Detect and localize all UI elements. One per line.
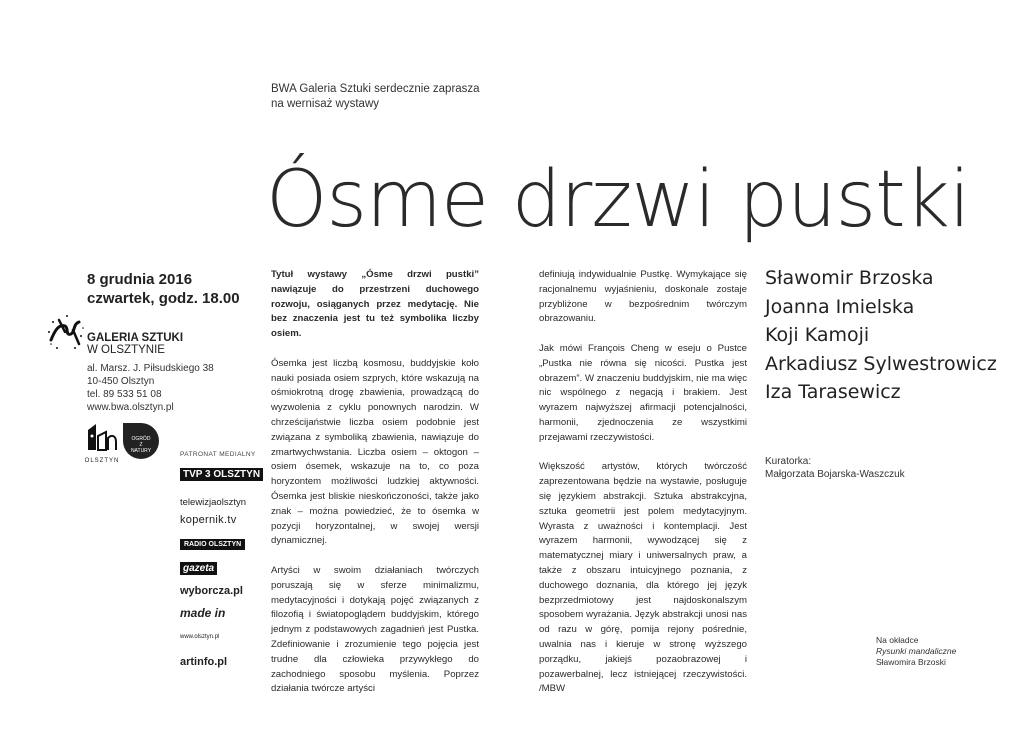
media-logo-radio-olsztyn bbox=[180, 538, 245, 550]
ogrod-z-natury-logo bbox=[123, 423, 159, 459]
address-city: 10-450 Olsztyn bbox=[87, 376, 155, 387]
artist-name: Arkadiusz Sylwestrowicz bbox=[765, 352, 997, 375]
curator-info bbox=[765, 455, 905, 481]
text-column-1 bbox=[271, 268, 479, 712]
event-date bbox=[87, 270, 240, 308]
tvp3-logo-text: TVP 3 OLSZTYN bbox=[180, 468, 263, 481]
cover-note bbox=[876, 635, 956, 668]
invitation-line-2: na wernisaż wystawy bbox=[271, 98, 380, 110]
galeria-logo-icon bbox=[45, 310, 85, 354]
artist-name: Sławomir Brzoska bbox=[765, 267, 934, 289]
gallery-name-line-2: W OLSZTYNIE bbox=[87, 344, 165, 356]
artist-list bbox=[765, 264, 997, 407]
cover-note-line-1: Na okładce bbox=[876, 635, 919, 645]
artist-name: Koji Kamoji bbox=[765, 324, 870, 346]
body-paragraph: Artyści w swoim działaniach twórczych poruszają się w sferze minimalizmu, medytacyjności i dotykają pojęć związanych z filozofią i światopoglądem buddyjskim, którego jednym z podstawowych zagadnień jest Pustka. Zdefiniowanie i zrozumienie tego pojęcia jest trudne dla człowieka przywykłego do zachodniego sposobu myślenia. Poprzez działania twórcze artyści bbox=[271, 564, 479, 695]
gallery-name bbox=[87, 332, 183, 356]
patronat-heading: PATRONAT MEDIALNY bbox=[180, 451, 256, 458]
intro-paragraph: Tytuł wystawy „Ósme drzwi pustki” nawiązuje do przestrzeni duchowego rozwoju, osiąganych przez medytację. Nie bez znaczenia jest tu też symbolika liczby osiem. bbox=[271, 269, 479, 340]
invitation-line-1: BWA Galeria Sztuki serdecznie zaprasza bbox=[271, 83, 480, 95]
address-street: al. Marsz. J. Piłsudskiego 38 bbox=[87, 363, 214, 374]
olsztyn-label: OLSZTYN bbox=[84, 458, 120, 464]
gallery-name-line-1: GALERIA SZTUKI bbox=[87, 332, 184, 344]
media-logo-gazeta bbox=[180, 562, 217, 575]
media-logo-wyborcza: wyborcza.pl bbox=[180, 585, 243, 597]
event-date-time: czwartek, godz. 18.00 bbox=[87, 290, 240, 307]
exhibition-title: Ósme drzwi pustki bbox=[266, 155, 970, 245]
olsztyn-emblem-icon bbox=[84, 422, 120, 452]
media-logo-olsztyn-pl: www.olsztyn.pl bbox=[180, 634, 220, 640]
artist-name: Iza Tarasewicz bbox=[765, 381, 901, 403]
media-logo-made-in: made in bbox=[180, 606, 226, 620]
body-paragraph: Jak mówi François Cheng w eseju o Pustce „Pustka nie równa się nicości. Pustka jest obrazem”. W znaczeniu buddyjskim, nie ma więc nic wspólnego z negacją i brakiem. Jest wyrazem najwyższej afirmacji potencjalności, harmonii, zjednoczenia ze wszystkimi przejawami rzeczywistości. bbox=[539, 342, 747, 443]
media-logo-kopernik-tv: kopernik.tv bbox=[180, 514, 237, 526]
gazeta-logo-text: gazeta bbox=[180, 562, 217, 575]
address-phone: tel. 89 533 51 08 bbox=[87, 389, 162, 400]
artist-name: Joanna Imielska bbox=[765, 295, 915, 318]
cover-note-line-2: Rysunki mandaliczne bbox=[876, 646, 957, 656]
invitation-text bbox=[271, 82, 480, 112]
text-column-2 bbox=[539, 268, 747, 712]
media-logo-artinfo: artinfo.pl bbox=[180, 656, 228, 668]
radio-olsztyn-text: RADIO OLSZTYN bbox=[180, 539, 245, 550]
ogrod-label: OGRÓD Z NATURY bbox=[130, 436, 152, 454]
body-paragraph: Ósemka jest liczbą kosmosu, buddyjskie koło nauki posiada osiem szprych, które wskazują na ośmiokrotną drogę zbawienia, prowadzącą do wyzwolenia z cyklu ponownych narodzin. W chrześcijaństwie liczba osiem podobnie jest związana z symboliką zbawienia, nawiązuje do zmartwychwstania. Liczba osiem – oktogon – osiem ósemek, wskazuje na to, co poza horyzontem możliwości ludzkiej aktywności. Ósemka jest bliskie nieskończoności, także jako znak – można powiedzieć, że to ósemka w pozycji horyzontalnej, w swojej wersji dynamicznej. bbox=[271, 357, 479, 547]
gallery-address bbox=[87, 362, 214, 414]
media-logo-tvp3 bbox=[180, 468, 263, 481]
address-website[interactable]: www.bwa.olsztyn.pl bbox=[87, 402, 174, 413]
cover-note-line-3: Sławomira Brzoski bbox=[876, 657, 946, 667]
curator-label: Kuratorka: bbox=[765, 456, 812, 467]
media-logo-telewizja-olsztyn: telewizjaolsztyn bbox=[180, 497, 246, 508]
body-paragraph: Większość artystów, których twórczość zaprezentowana będzie na wystawie, posługuje się językiem abstrakcji. Sztuka abstrakcyjna, sztuka geometrii jest polem medytacyjnym. Wyrasta z uważności i kontemplacji. Jest wyrazem harmonii, wywodzącej się z matematycznej miary i uniwersalnych praw, a także z obszaru intuicyjnego poznania, z duchowego doznania, dla którego jej język bezprzedmiotowy jest najdoskonalszym sposobem wyrażania. Język abstrakcji unosi nas od razu w górę, pomija rejony pośrednie, uwalnia nas i kieruje w stronę wyższego porządku, jakiejś pozaobrazowej i pozawerbalnej, lecz istniejącej rzeczywistości. /MBW bbox=[539, 461, 747, 695]
body-paragraph: definiują indywidualnie Pustkę. Wymykające się racjonalnemu wyjaśnieniu, doskonale zostaje przybliżone w bezpośrednim twórczym obrazowaniu. bbox=[539, 269, 747, 325]
olsztyn-logo bbox=[84, 422, 120, 462]
event-date-day: 8 grudnia 2016 bbox=[87, 271, 193, 288]
curator-name: Małgorzata Bojarska-Waszczuk bbox=[765, 469, 905, 480]
